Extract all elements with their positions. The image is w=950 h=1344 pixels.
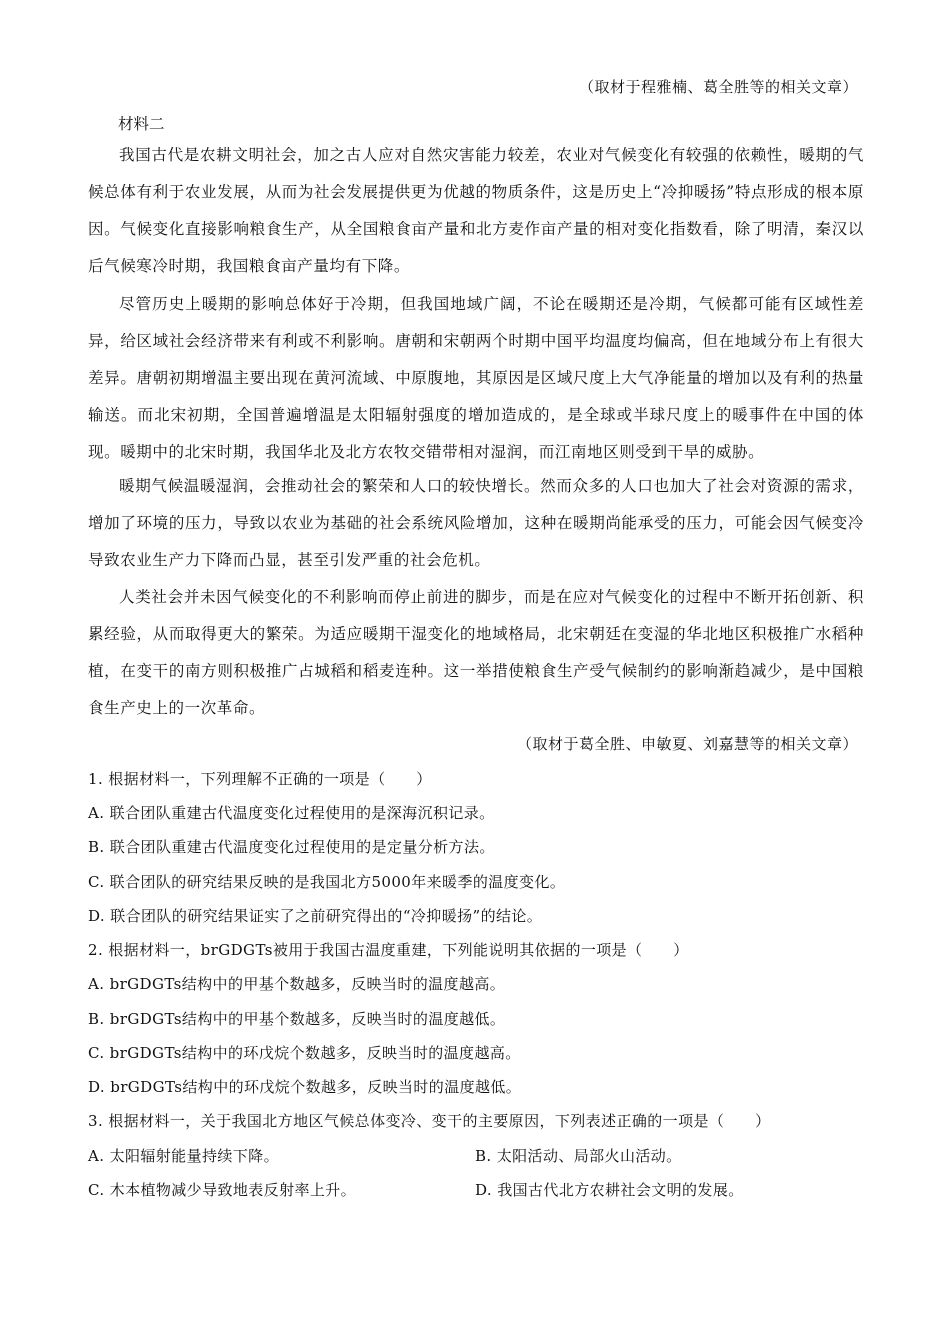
question-1-option-c: C. 联合团队的研究结果反映的是我国北方5000年来暖季的温度变化。 <box>88 873 566 891</box>
material-2-heading: 材料二 <box>118 115 165 133</box>
question-2-option-c: C. brGDGTs结构中的环戊烷个数越多，反映当时的温度越高。 <box>88 1044 521 1062</box>
question-3-stem: 3. 根据材料一，关于我国北方地区气候总体变冷、变干的主要原因，下列表述正确的一项是（ ） <box>88 1112 771 1130</box>
question-3-option-b: B. 太阳活动、局部火山活动。 <box>475 1147 682 1165</box>
question-3-option-a: A. 太阳辐射能量持续下降。 <box>88 1147 279 1165</box>
question-2-option-d: D. brGDGTs结构中的环戊烷个数越多，反映当时的温度越低。 <box>88 1078 522 1096</box>
paragraph-4: 人类社会并未因气候变化的不利影响而停止前进的脚步，而是在应对气候变化的过程中不断开拓创新、积累经验，从而取得更大的繁荣。为适应暖期干湿变化的地域格局，北宋朝廷在变湿的华北地区积极推广水稻种植，在变干的南方则积极推广占城稻和稻麦连种。这一举措使粮食生产受气候制约的影响渐趋减少，是中国粮食生产史上的一次革命。 <box>88 588 864 717</box>
question-2-stem: 2. 根据材料一，brGDGTs被用于我国古温度重建，下列能说明其依据的一项是（ ） <box>88 941 689 959</box>
question-1-stem: 1. 根据材料一，下列理解不正确的一项是（ ） <box>88 770 432 788</box>
question-3-option-c: C. 木本植物减少导致地表反射率上升。 <box>88 1181 357 1199</box>
question-2-option-b: B. brGDGTs结构中的甲基个数越多，反映当时的温度越低。 <box>88 1010 506 1028</box>
paragraph-2: 尽管历史上暖期的影响总体好于冷期，但我国地域广阔，不论在暖期还是冷期，气候都可能有区域性差异，给区域社会经济带来有利或不利影响。唐朝和宋朝两个时期中国平均温度均偏高，但在地域分布上有很大差异。唐朝初期增温主要出现在黄河流域、中原腹地，其原因是区域尺度上大气净能量的增加以及有利的热量输送。而北宋初期，全国普遍增温是太阳辐射强度的增加造成的，是全球或半球尺度上的暖事件在中国的体现。暖期中的北宋时期，我国华北及北方农牧交错带相对湿润，而江南地区则受到干旱的威胁。 <box>88 295 864 461</box>
question-2-option-a: A. brGDGTs结构中的甲基个数越多，反映当时的温度越高。 <box>88 975 506 993</box>
question-1-option-d: D. 联合团队的研究结果证实了之前研究得出的“冷抑暖扬”的结论。 <box>88 907 543 925</box>
question-1-option-a: A. 联合团队重建古代温度变化过程使用的是深海沉积记录。 <box>88 804 495 822</box>
paragraph-3: 暖期气候温暖湿润，会推动社会的繁荣和人口的较快增长。然而众多的人口也加大了社会对资源的需求，增加了环境的压力，导致以农业为基础的社会系统风险增加，这种在暖期尚能承受的压力，可能会因气候变冷导致农业生产力下降而凸显，甚至引发严重的社会危机。 <box>88 477 864 569</box>
question-1-option-b: B. 联合团队重建古代温度变化过程使用的是定量分析方法。 <box>88 838 495 856</box>
source-citation-2: （取材于葛全胜、申敏夏、刘嘉慧等的相关文章） <box>516 735 858 753</box>
paragraph-1: 我国古代是农耕文明社会，加之古人应对自然灾害能力较差，农业对气候变化有较强的依赖性，暖期的气候总体有利于农业发展，从而为社会发展提供更为优越的物质条件，这是历史上“冷抑暖扬”特点形成的根本原因。气候变化直接影响粮食生产，从全国粮食亩产量和北方麦作亩产量的相对变化指数看，除了明清，秦汉以后气候寒冷时期，我国粮食亩产量均有下降。 <box>88 146 864 275</box>
question-3-option-d: D. 我国古代北方农耕社会文明的发展。 <box>475 1181 744 1199</box>
source-citation-1: （取材于程雅楠、葛全胜等的相关文章） <box>578 78 858 96</box>
